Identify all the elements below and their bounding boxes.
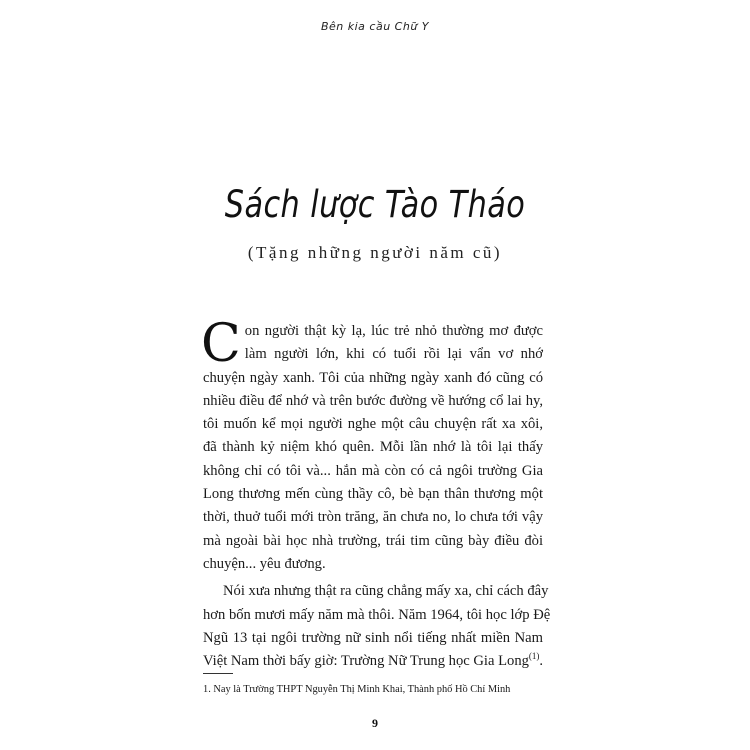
page-number: 9: [372, 716, 378, 730]
text-line: nhiều điều để nhớ và trên bước đường về hướng cổ lai hy,: [203, 392, 543, 409]
paragraph-2: [203, 580, 551, 673]
paragraph-1: [201, 314, 543, 576]
drop-cap: C: [201, 314, 241, 374]
text-line: on người thật kỳ lạ, lúc trẻ nhỏ thường mơ được: [244, 323, 543, 339]
text-line: chuyện ngày xanh. Tôi của những ngày xanh đó cũng có: [203, 369, 543, 386]
chapter-title: Sách lược Tào Tháo: [224, 183, 526, 226]
text-line: Nói xưa nhưng thật ra cũng chẳng mấy xa, chỉ cách đây: [223, 583, 549, 600]
text-line: Ngũ 13 tại ngôi trường nữ sinh nổi tiếng nhất miền Nam: [203, 629, 543, 646]
chapter-subtitle: (Tặng những người năm cũ): [247, 243, 503, 262]
text-line: Long thương mến cùng thầy cô, bè bạn thân thương một: [203, 486, 543, 503]
text-line-with-footnote: [203, 650, 543, 673]
footnote-divider: [203, 673, 233, 674]
text-line: tôi muốn kể mọi người nghe một câu chuyện rất xa xôi,: [203, 416, 543, 433]
text-line: mà ngoài bài học nhà trường, trái tim cũng bày điều đòi: [203, 532, 543, 549]
footnote-reference[interactable]: (1): [528, 651, 540, 662]
footnote: 1. Nay là Trường THPT Nguyễn Thị Minh Khai, Thành phố Hồ Chí Minh: [203, 684, 511, 695]
text-line: chuyện... yêu đương.: [203, 555, 326, 572]
text-line: thời, thuở tuổi mới tròn trăng, ăn chưa no, lo chưa tới vậy: [203, 509, 543, 526]
text-line: không chỉ có tôi và... hắn mà còn có cả ngôi trường Gia: [203, 462, 543, 479]
running-head: Bên kia cầu Chữ Y: [320, 20, 430, 33]
text-fragment: Việt Nam thời bấy giờ: Trường Nữ Trung học Gia Long: [203, 653, 529, 670]
text-line: hơn bốn mươi mấy năm mà thôi. Năm 1964, tôi học lớp Đệ: [203, 606, 551, 623]
text-line: đã thành kỷ niệm khó quên. Mỗi lần nhớ là tôi lại thấy: [203, 439, 543, 456]
body-text: [201, 314, 551, 673]
end-punctuation: .: [539, 653, 544, 670]
text-line: làm người lớn, khi có tuổi rồi lại vẩn vơ nhớ: [244, 346, 543, 363]
